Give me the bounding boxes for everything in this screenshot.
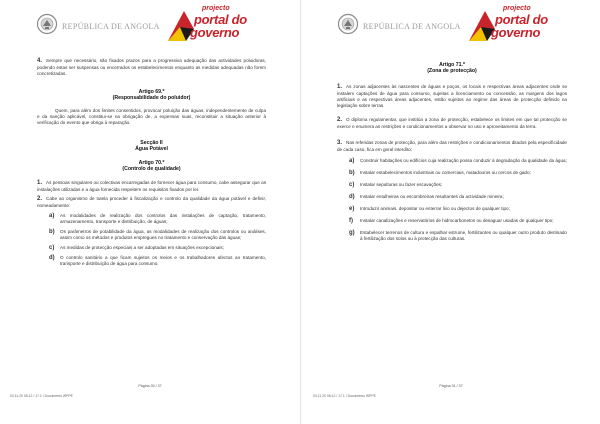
item-letter: a) (49, 213, 55, 220)
paragraph-text: As pessoas singulares ou colectivas encarregadas de fornecer água para consumo, cabe assegurar que as instalações utilizadas e a água fornecida respeitem os requisitos fixados por lei. (37, 179, 266, 192)
item-letter: c) (49, 244, 55, 251)
item-letter: d) (349, 193, 355, 200)
article-71-paragraph-3 (337, 140, 567, 153)
paragraph-number: 1. (37, 179, 43, 186)
article-71-paragraph-1 (337, 84, 567, 109)
list-item (349, 206, 567, 212)
article-subtitle: (Responsabilidade do poluidor) (112, 94, 191, 101)
paragraph-text: O diploma regulamentar, que institúa a zona de protecção, estabelece os limites em que tal protecção se exerce e enumera as restrições e condicionamentos a observar no uso e aproveitamento da terra. (337, 117, 567, 129)
paragraph-text: Nas referidas zonas de protecção, para além das restrições e condicionamentos ditados pela especificidade de cada caso, fica em geral interdito: (337, 139, 567, 152)
item-letter: b) (349, 169, 355, 176)
logo-text-portal: portal do (194, 12, 247, 27)
list-item (49, 213, 266, 225)
item-text: Os parâmetros de potabilidade da água, as modalidades de realização dos controlos ou análises, assim como os métodos e produtos empregues no tratamento e conservação das águas; (60, 229, 266, 240)
paragraph-number: 4. (37, 58, 43, 64)
list-item (49, 229, 266, 241)
paragraph-text: As zonas adjacentes às nascentes de águas e poços, os locais e respectivas áreas adjacentes onde se instalem captações de água para consumo, sujeitas a licenciamento ou concessão, as margens dos lagos artificiais e as respectivas áreas adjacentes, estão sujeitos ao regime das áreas de protecção definido na legislação sobre terras. (337, 84, 567, 109)
page-header (0, 0, 300, 50)
section-2-heading (37, 140, 266, 152)
article-71-items (349, 158, 567, 242)
article-subtitle: (Controlo de qualidade) (122, 166, 181, 173)
article-70-paragraph-1 (37, 180, 266, 193)
article-title: Artigo 71.º (439, 62, 465, 68)
list-item (349, 194, 567, 200)
article-title: Artigo 70.º (138, 160, 165, 167)
article-subtitle: (Zona de protecção) (427, 68, 477, 75)
item-text: Estabelecer terrenos de cultura e espalhar estrume, fertilizantes ou qualquer outro produto destinado à fertilização dos solos ou à protecção das culturas. (360, 229, 567, 241)
list-item (349, 158, 567, 164)
logo-text-portal: portal do (495, 12, 548, 27)
article-70-heading (37, 160, 266, 172)
paragraph-number: 2. (337, 117, 343, 124)
item-text: Instalar entulheiras ou escombreiras resultantes da actividade mineira; (360, 193, 504, 199)
republic-title: REPÚBLICA DE ANGOLA (62, 22, 160, 31)
portal-logo (467, 5, 565, 45)
article-title: Artigo 69.º (138, 88, 165, 95)
item-letter: d) (49, 254, 55, 261)
page-number: Página 31 / 37 (439, 384, 463, 388)
section-title: Secção II (140, 139, 163, 146)
paragraph-number: 1. (337, 84, 343, 91)
list-item (349, 230, 567, 242)
paragraph-4 (37, 58, 266, 77)
paragraph-number: 2. (37, 196, 43, 203)
item-letter: e) (349, 205, 355, 212)
section-subtitle: Água Potável (135, 146, 168, 153)
left-page-content (37, 58, 266, 271)
paragraph-text: Sempre que necessário, são fixados prazos para a progressiva adequação das actividades poluidoras, podendo estas ser suspensas ou encerrados os estabelecimentos enquanto as medidas adequadas não forem concretizadas. (37, 58, 266, 76)
angola-emblem-icon (337, 13, 359, 35)
page-header (301, 0, 600, 50)
page-number: Página 30 / 37 (138, 384, 162, 388)
article-69-text: Quem, para além dos limites consentidos, provocar poluição das águas, independentemente de culpa e da sanção aplicável, constitui-se na obrigação de, a expensas suas, reconstituir a situação anterior à verificação do evento que obriga à reparação. (37, 108, 266, 125)
right-page (300, 0, 600, 424)
logo-text-governo: governo (190, 25, 240, 40)
item-text: As medidas de protecção especiais a ser adoptadas em situações excepcionais; (60, 244, 224, 250)
item-text: Construir habitações ou edifícios cuja realização possa conduzir à degradação da qualidade da água; (360, 157, 567, 163)
item-text: Instalar canalizações e reservatórios de hidrocarbonetos ou desaguar usadas de qualquer tipo; (360, 217, 554, 223)
item-text: Instalar estabelecimentos industriais ou comerciais, matadouros ou cercos de gado; (360, 169, 531, 175)
article-70-paragraph-2 (37, 196, 266, 209)
portal-logo (166, 5, 264, 45)
item-letter: g) (349, 229, 355, 236)
paragraph-number: 3. (337, 139, 343, 146)
item-letter: a) (349, 157, 355, 164)
article-70-items (49, 213, 266, 266)
list-item (49, 255, 266, 267)
angola-emblem-icon (36, 13, 58, 35)
document-info: 03.11.20 08:12 / 17.1 / Documento WPPE (313, 394, 376, 398)
paragraph-text: Cabe ao organismo de tutela proceder à fiscalização e controlo da qualidade da água potável e definir, nomeadamente: (37, 196, 266, 209)
item-text: Instalar sepulturas ou fazer escavações; (360, 181, 443, 187)
logo-text-governo: governo (491, 25, 541, 40)
logo-text-projecto: projecto (503, 5, 531, 12)
item-letter: c) (349, 181, 355, 188)
article-69-heading (37, 89, 266, 101)
right-page-content (337, 62, 567, 247)
item-text: O controlo sanitário a que ficam sujeitos os meios e os trabalhadores afectos ao tratamento, transporte e distribuição de água para consumo. (60, 254, 266, 266)
article-71-paragraph-2 (337, 117, 567, 130)
list-item (349, 170, 567, 176)
list-item (349, 182, 567, 188)
republic-title: REPÚBLICA DE ANGOLA (363, 22, 461, 31)
item-text: Introduzir animais, depositar ou enterrar lixo ou dejectos de qualquer tipo; (360, 205, 510, 211)
item-letter: f) (349, 217, 353, 224)
document-info: 03.11.20 08:12 / 17.1 / Documento WPPE (10, 394, 73, 398)
item-letter: b) (49, 229, 55, 236)
logo-text-projecto: projecto (202, 5, 230, 12)
item-text: As modalidades de realização dos controlos das instalações de captação, tratamento, armazenamento, transporte e distribuição, de águas; (60, 213, 266, 225)
list-item (349, 218, 567, 224)
article-71-heading (337, 62, 567, 74)
list-item (49, 245, 266, 251)
